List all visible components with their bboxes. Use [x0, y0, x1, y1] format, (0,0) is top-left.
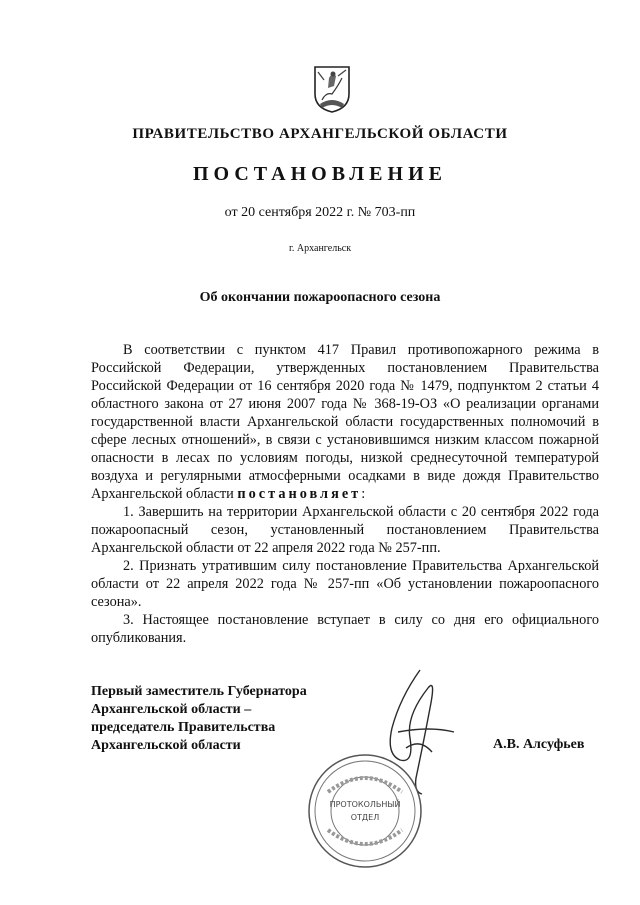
intro-text: В соответствии с пунктом 417 Правил противопожарного режима в Российской Федерации, утвержденных постановлением Правительства Российской Федерации от 16 сентября 2020 года № 1479, подпунктом 2 статьи 4 областного закона от 27 июня 2007 года № 368-19-ОЗ «О реализации органами государственной власти Архангельской области государственных полномочий в сфере лесных отношений», в связи с установившимся низким классом пожарной опасности в лесах по условиям погоды, низкой среднесуточной температурой воздуха и регулярными атмосферными осадками в виде дождя Правительство Архангельской области: [91, 342, 599, 502]
position-line: Архангельской области: [91, 738, 241, 753]
position-line: Первый заместитель Губернатора: [91, 684, 307, 699]
government-title: ПРАВИТЕЛЬСТВО АРХАНГЕЛЬСКОЙ ОБЛАСТИ: [132, 126, 508, 142]
intro-paragraph: [91, 341, 599, 503]
list-item: 2. Признать утратившим силу постановление Правительства Архангельской области от 22 апреля 2022 года № 257-пп «Об установлении пожароопасного сезона».: [91, 558, 599, 610]
position-line: Архангельской области –: [91, 702, 252, 717]
position-line: председатель Правительства: [91, 720, 276, 735]
signer-name: А.В. Алсуфьев: [493, 737, 585, 752]
seal-text-top: ПРОТОКОЛЬНЫЙ: [329, 800, 401, 809]
list-item: 3. Настоящее постановление вступает в силу со дня его официального опубликования.: [91, 612, 599, 646]
document-subject: Об окончании пожароопасного сезона: [199, 290, 441, 305]
seal-text-bottom: ОТДЕЛ: [350, 813, 380, 822]
signatory-position: [91, 683, 307, 755]
decree-suffix: :: [361, 486, 366, 502]
list-item: 1. Завершить на территории Архангельской области с 20 сентября 2022 года пожароопасный сезон, установленный постановлением Правительства Архангельской области от 22 апреля 2022 года № 257-пп.: [91, 504, 599, 556]
document-body: [91, 341, 599, 647]
decree-word: постановляет: [237, 486, 362, 502]
official-seal-icon: [306, 752, 424, 870]
date-and-number: от 20 сентября 2022 г. № 703-пп: [224, 205, 416, 220]
coat-of-arms-icon: [312, 64, 352, 114]
document-type-title: ПОСТАНОВЛЕНИЕ: [193, 163, 447, 185]
city-name: г. Архангельск: [288, 243, 352, 254]
